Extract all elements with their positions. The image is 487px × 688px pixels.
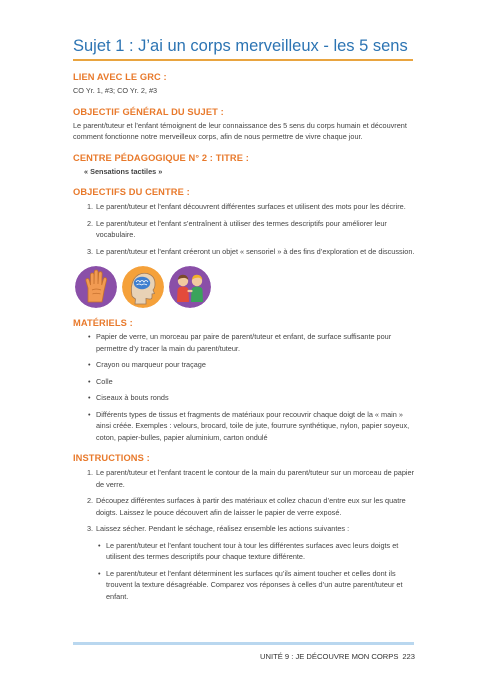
- list-item-text: Le parent/tuteur et l’enfant découvrent différentes surfaces et utilisent des mots pour les décrire.: [96, 202, 406, 211]
- list-number: 3.: [87, 246, 94, 256]
- page-footer: [260, 652, 415, 661]
- centre-subtitle: « Sensations tactiles »: [84, 166, 163, 176]
- list-item-text: Découpez différentes surfaces à partir des matériaux et collez chacun d’entre eux sur les quatre doigts. Laissez le pouce découvert afin de laisser le papier de verre exposé.: [96, 496, 406, 517]
- materiels-heading: MATÉRIELS :: [73, 318, 133, 328]
- children-icon: [169, 266, 211, 308]
- objectifs-list: [73, 201, 418, 257]
- list-item-text: Le parent/tuteur et l’enfant tracent le contour de la main du parent/tuteur sur un morceau de papier de verre.: [96, 468, 415, 489]
- list-item: • Crayon ou marqueur pour traçage: [73, 359, 418, 371]
- brain-icon: [122, 266, 164, 308]
- instructions-heading: INSTRUCTIONS :: [73, 453, 150, 463]
- list-item: • Différents types de tissus et fragments de matériaux pour recouvrir chaque doigt de la « main » ainsi créée. Exemples : velours, brocard, toile de jute, fourrure synthétique, nylon, papier soyeux, coton, papier-bulles, papier aluminium, carton ondulé: [73, 409, 418, 444]
- page-content: [73, 67, 418, 607]
- list-item: • Le parent/tuteur et l’enfant touchent tour à tour les différentes surfaces avec leurs doigts et utilisent des termes descriptifs pour chaque texture différente.: [96, 540, 418, 563]
- hand-icon: [75, 266, 117, 308]
- list-item: [73, 495, 418, 518]
- list-item: • Le parent/tuteur et l’enfant déterminent les surfaces qu’ils aiment toucher et celles dont ils trouvent la texture désagréable. Comparez vos réponses à celles d’un autre parent/tuteur et enfant.: [96, 568, 418, 603]
- list-item: • Ciseaux à bouts ronds: [73, 392, 418, 404]
- list-number: 2.: [87, 496, 94, 505]
- centre-heading: CENTRE PÉDAGOGIQUE N° 2 : TITRE :: [73, 152, 249, 163]
- list-item: • Colle: [73, 376, 418, 388]
- list-item-text: Le parent/tuteur et l’enfant créeront un objet « sensoriel » à des fins d’exploration et de discussion.: [96, 246, 415, 256]
- list-item: • Papier de verre, un morceau par paire de parent/tuteur et enfant, de surface suffisante pour permettre d’y tracer la main du parent/tuteur.: [73, 331, 418, 354]
- footer-unit-title: UNITÉ 9 : JE DÉCOUVRE MON CORPS: [260, 652, 399, 661]
- lien-text: CO Yr. 1, #3; CO Yr. 2, #3: [73, 86, 158, 95]
- objectif-heading: OBJECTIF GÉNÉRAL DU SUJET :: [73, 106, 224, 117]
- objectif-text: Le parent/tuteur et l’enfant témoignent de leur connaissance des 5 sens du corps humain et découvrent comment fonctionne notre merveilleux corps, afin de nous permettre de vivre chaque jour.: [73, 120, 407, 141]
- lien-heading: LIEN AVEC LE GRC :: [73, 72, 167, 82]
- materiels-list: [73, 331, 418, 443]
- page-number: 223: [402, 652, 415, 661]
- list-item: [73, 246, 418, 258]
- page-title: Sujet 1 : J’ai un corps merveilleux - les 5 sens: [73, 37, 408, 55]
- title-underline: [73, 59, 413, 61]
- list-number: 3.: [87, 524, 94, 533]
- list-item-text: Le parent/tuteur et l’enfant s’entraînent à utiliser des termes descriptifs pour améliorer leur vocabulaire.: [96, 218, 387, 239]
- objectifs-centre-heading: OBJECTIFS DU CENTRE :: [73, 187, 190, 197]
- list-item: [73, 523, 418, 602]
- sense-icons: [75, 266, 418, 308]
- list-number: 1.: [87, 468, 94, 477]
- list-item: [73, 467, 418, 490]
- list-item-text: Laissez sécher. Pendant le séchage, réalisez ensemble les actions suivantes :: [96, 524, 350, 533]
- instructions-sublist: [96, 540, 418, 603]
- footer-divider: [73, 642, 414, 645]
- list-item: [73, 218, 418, 241]
- list-number: 1.: [87, 202, 94, 211]
- list-number: 2.: [87, 218, 94, 228]
- list-item: [73, 201, 418, 213]
- instructions-list: [73, 467, 418, 602]
